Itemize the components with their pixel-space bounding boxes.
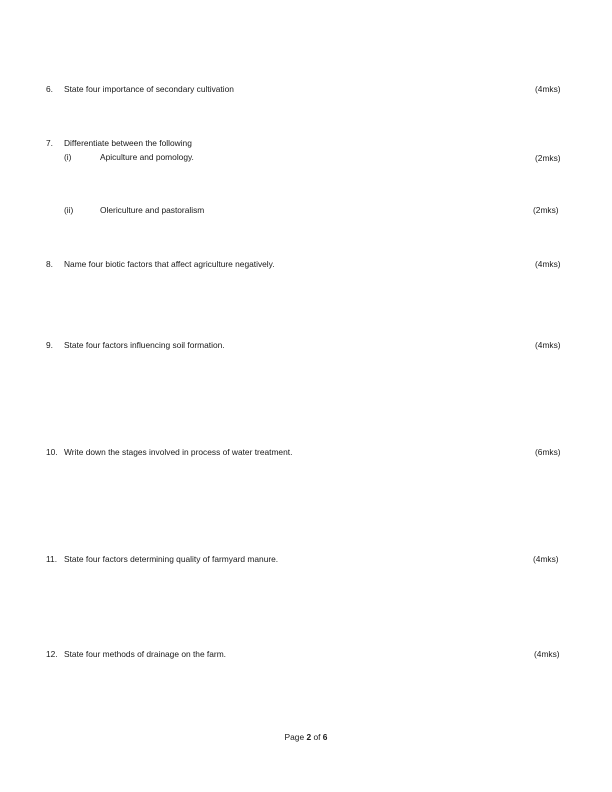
question-text: Differentiate between the following — [64, 138, 192, 148]
question-text: State four factors influencing soil formation. — [64, 340, 225, 350]
question-number: 11. — [46, 554, 58, 564]
sub-question-text: Olericulture and pastoralism — [100, 205, 205, 215]
marks-label: (4mks) — [535, 259, 561, 269]
question-text: State four methods of drainage on the farm. — [64, 649, 227, 659]
question-number: 6. — [46, 84, 53, 94]
marks-label: (4mks) — [534, 649, 560, 659]
question-number: 8. — [46, 259, 53, 269]
page-of: of — [313, 732, 321, 742]
question-number: 9. — [46, 340, 53, 350]
question-text: State four factors determining quality of farmyard manure. — [64, 554, 279, 564]
current-page: 2 — [306, 732, 312, 742]
marks-label: (4mks) — [535, 84, 561, 94]
question-number: 12. — [46, 649, 58, 659]
sub-question-number: (ii) — [64, 205, 74, 215]
marks-label: (4mks) — [535, 340, 561, 350]
question-text: Name four biotic factors that affect agriculture negatively. — [64, 259, 275, 269]
question-number: 10. — [46, 447, 58, 457]
page-prefix: Page — [284, 732, 305, 742]
question-number: 7. — [46, 138, 53, 148]
sub-question-number: (i) — [64, 152, 72, 162]
marks-label: (2mks) — [535, 153, 561, 163]
marks-label: (2mks) — [533, 205, 559, 215]
sub-question-text: Apiculture and pomology. — [100, 152, 194, 162]
marks-label: (4mks) — [533, 554, 559, 564]
total-pages: 6 — [322, 732, 328, 742]
page-footer — [0, 732, 612, 742]
question-text: State four importance of secondary cultivation — [64, 84, 234, 94]
question-text: Write down the stages involved in process of water treatment. — [64, 447, 293, 457]
marks-label: (6mks) — [535, 447, 561, 457]
